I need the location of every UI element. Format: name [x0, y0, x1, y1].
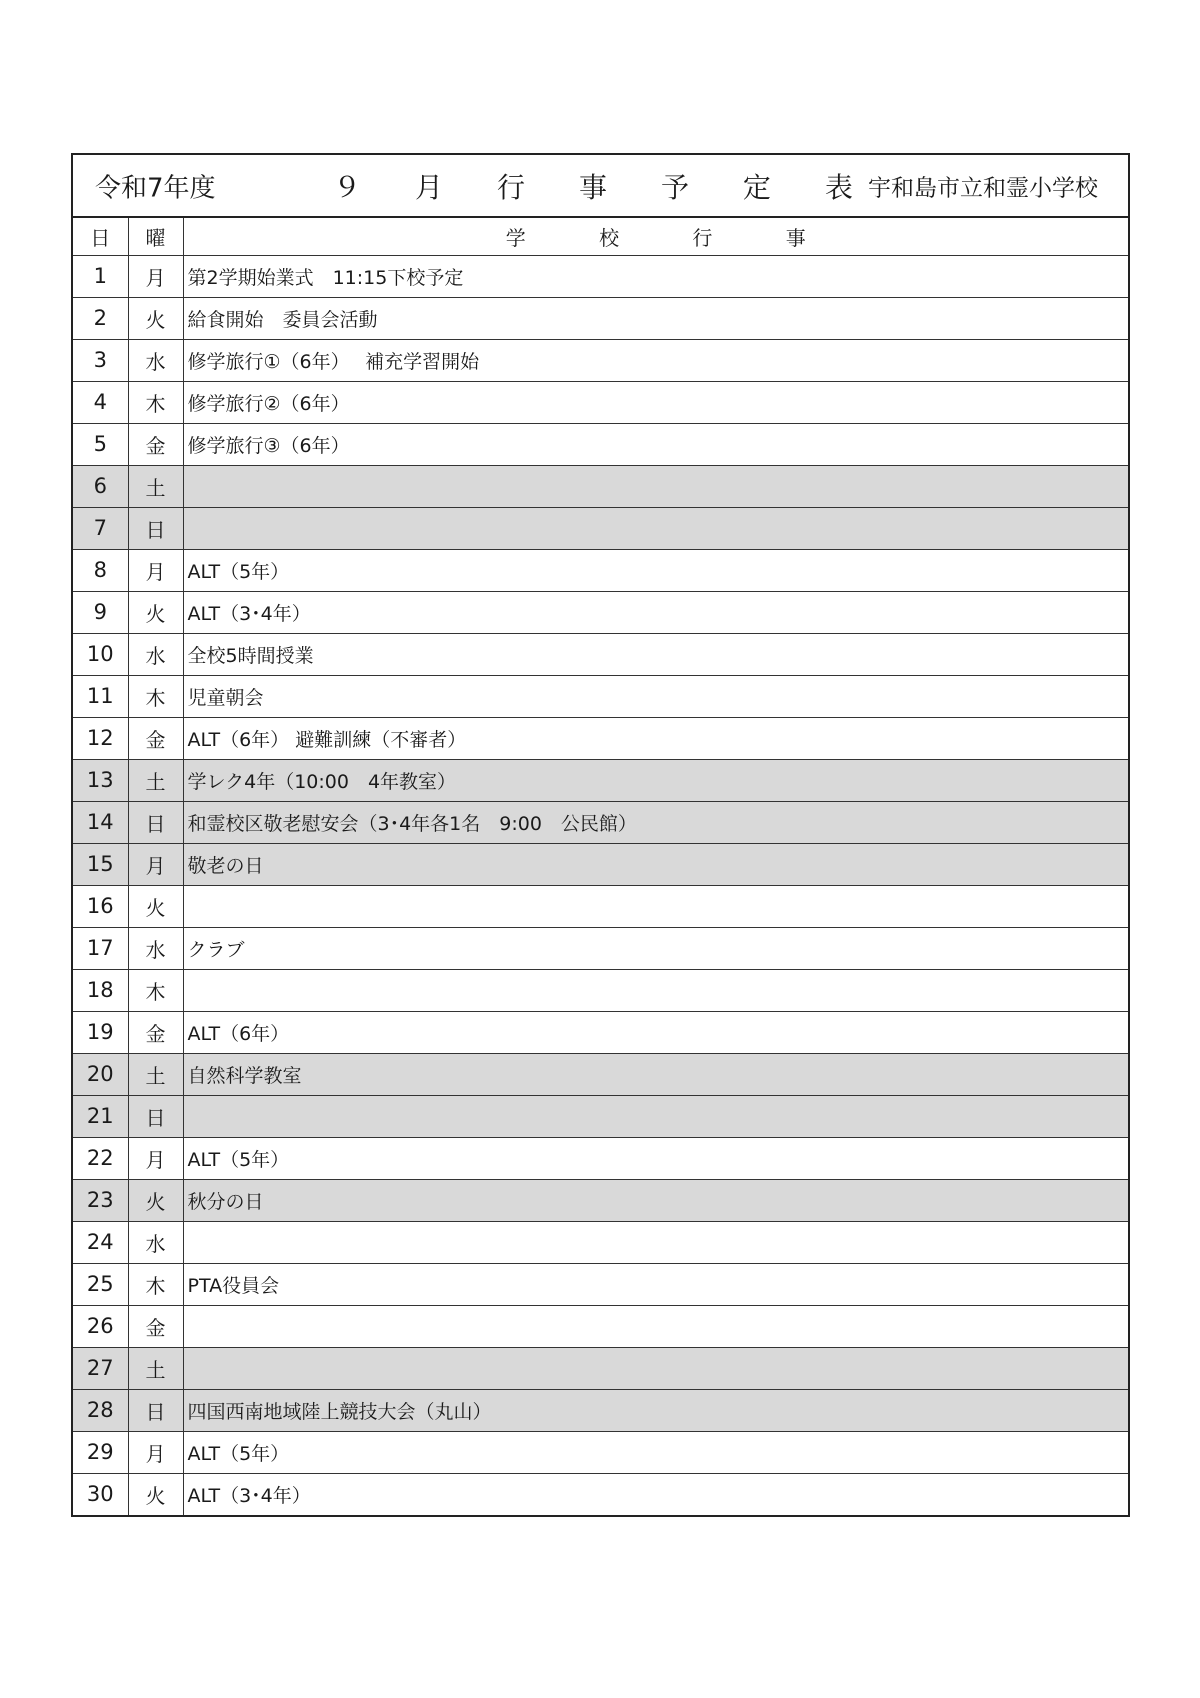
weekday-cell: 金: [128, 1011, 183, 1053]
table-row: [73, 927, 1128, 969]
table-row: [73, 1011, 1128, 1053]
table-row: [73, 423, 1128, 465]
event-cell: ALT（5年）: [183, 1137, 1128, 1179]
day-cell: 6: [73, 465, 128, 507]
weekday-cell: 木: [128, 969, 183, 1011]
table-row: [73, 549, 1128, 591]
table-row: [73, 1347, 1128, 1389]
event-cell: 学レク4年（10:00 4年教室）: [183, 759, 1128, 801]
table-row: [73, 717, 1128, 759]
event-cell: 修学旅行②（6年）: [183, 381, 1128, 423]
event-cell: PTA役員会: [183, 1263, 1128, 1305]
weekday-cell: 火: [128, 1473, 183, 1515]
day-cell: 28: [73, 1389, 128, 1431]
schedule-sheet: [71, 153, 1130, 1517]
table-row: [73, 633, 1128, 675]
event-cell: ALT（5年）: [183, 1431, 1128, 1473]
table-row: [73, 1431, 1128, 1473]
weekday-cell: 月: [128, 843, 183, 885]
school-name: 宇和島市立和霊小学校: [868, 175, 1098, 201]
event-cell: [183, 969, 1128, 1011]
table-row: [73, 1053, 1128, 1095]
table-row: [73, 801, 1128, 843]
title-bar: [73, 155, 1128, 218]
weekday-cell: 日: [128, 507, 183, 549]
weekday-cell: 水: [128, 633, 183, 675]
event-cell: [183, 1347, 1128, 1389]
weekday-cell: 木: [128, 1263, 183, 1305]
event-cell: 修学旅行③（6年）: [183, 423, 1128, 465]
weekday-cell: 火: [128, 591, 183, 633]
event-cell: 第2学期始業式 11:15下校予定: [183, 255, 1128, 297]
event-cell: ALT（6年）: [183, 1011, 1128, 1053]
weekday-cell: 日: [128, 1389, 183, 1431]
column-header-event: [183, 218, 1128, 255]
table-row: [73, 339, 1128, 381]
title-char: 行: [496, 170, 525, 204]
table-row: [73, 1137, 1128, 1179]
event-cell: [183, 1095, 1128, 1137]
day-cell: 4: [73, 381, 128, 423]
event-cell: [183, 1305, 1128, 1347]
day-cell: 12: [73, 717, 128, 759]
weekday-cell: 水: [128, 1221, 183, 1263]
title-char: 予: [660, 170, 689, 204]
day-cell: 18: [73, 969, 128, 1011]
table-row: [73, 465, 1128, 507]
table-row: [73, 969, 1128, 1011]
table-row: [73, 1221, 1128, 1263]
event-header-char: 行: [692, 225, 713, 250]
event-header-char: 校: [599, 225, 620, 250]
column-header-day: 日: [73, 218, 128, 255]
event-cell: クラブ: [183, 927, 1128, 969]
table-row: [73, 1179, 1128, 1221]
event-cell: ALT（6年） 避難訓練（不審者）: [183, 717, 1128, 759]
table-row: [73, 1473, 1128, 1515]
column-header-weekday: 曜: [128, 218, 183, 255]
weekday-cell: 金: [128, 717, 183, 759]
event-cell: [183, 465, 1128, 507]
day-cell: 25: [73, 1263, 128, 1305]
weekday-cell: 木: [128, 675, 183, 717]
day-cell: 14: [73, 801, 128, 843]
day-cell: 29: [73, 1431, 128, 1473]
table-row: [73, 1305, 1128, 1347]
event-cell: [183, 885, 1128, 927]
weekday-cell: 日: [128, 1095, 183, 1137]
day-cell: 24: [73, 1221, 128, 1263]
day-cell: 26: [73, 1305, 128, 1347]
weekday-cell: 水: [128, 927, 183, 969]
fiscal-year-label: 令和7年度: [95, 173, 216, 203]
weekday-cell: 土: [128, 1347, 183, 1389]
event-cell: 修学旅行①（6年） 補充学習開始: [183, 339, 1128, 381]
event-cell: ALT（5年）: [183, 549, 1128, 591]
day-cell: 23: [73, 1179, 128, 1221]
weekday-cell: 金: [128, 423, 183, 465]
event-header-char: 学: [505, 225, 526, 250]
event-cell: ALT（3･4年）: [183, 591, 1128, 633]
weekday-cell: 月: [128, 1431, 183, 1473]
weekday-cell: 火: [128, 1179, 183, 1221]
weekday-cell: 金: [128, 1305, 183, 1347]
weekday-cell: 月: [128, 1137, 183, 1179]
day-cell: 3: [73, 339, 128, 381]
day-cell: 16: [73, 885, 128, 927]
event-cell: 全校5時間授業: [183, 633, 1128, 675]
weekday-cell: 木: [128, 381, 183, 423]
weekday-cell: 月: [128, 255, 183, 297]
title-char: 表: [824, 170, 853, 204]
table-row: [73, 843, 1128, 885]
event-table: [73, 218, 1128, 1515]
title-char: 事: [578, 170, 607, 204]
day-cell: 7: [73, 507, 128, 549]
table-row: [73, 885, 1128, 927]
table-row: [73, 759, 1128, 801]
table-row: [73, 255, 1128, 297]
day-cell: 2: [73, 297, 128, 339]
day-cell: 9: [73, 591, 128, 633]
column-header-row: [73, 218, 1128, 255]
event-cell: 和霊校区敬老慰安会（3･4年各1名 9:00 公民館）: [183, 801, 1128, 843]
weekday-cell: 火: [128, 297, 183, 339]
event-cell: 四国西南地域陸上競技大会（丸山）: [183, 1389, 1128, 1431]
table-row: [73, 1095, 1128, 1137]
day-cell: 10: [73, 633, 128, 675]
day-cell: 17: [73, 927, 128, 969]
event-cell: ALT（3･4年）: [183, 1473, 1128, 1515]
day-cell: 19: [73, 1011, 128, 1053]
schedule-title: [333, 166, 853, 206]
table-row: [73, 591, 1128, 633]
day-cell: 13: [73, 759, 128, 801]
table-row: [73, 675, 1128, 717]
day-cell: 22: [73, 1137, 128, 1179]
event-cell: 秋分の日: [183, 1179, 1128, 1221]
event-cell: 児童朝会: [183, 675, 1128, 717]
day-cell: 21: [73, 1095, 128, 1137]
title-char: 月: [414, 170, 443, 204]
event-cell: [183, 507, 1128, 549]
title-char: 定: [742, 170, 771, 204]
day-cell: 27: [73, 1347, 128, 1389]
weekday-cell: 土: [128, 1053, 183, 1095]
table-row: [73, 297, 1128, 339]
day-cell: 20: [73, 1053, 128, 1095]
day-cell: 15: [73, 843, 128, 885]
weekday-cell: 土: [128, 465, 183, 507]
table-row: [73, 1389, 1128, 1431]
weekday-cell: 火: [128, 885, 183, 927]
title-char: ９: [333, 170, 362, 204]
table-row: [73, 1263, 1128, 1305]
day-cell: 8: [73, 549, 128, 591]
weekday-cell: 日: [128, 801, 183, 843]
event-header-char: 事: [785, 225, 806, 250]
event-cell: 給食開始 委員会活動: [183, 297, 1128, 339]
weekday-cell: 土: [128, 759, 183, 801]
table-row: [73, 381, 1128, 423]
table-row: [73, 507, 1128, 549]
day-cell: 1: [73, 255, 128, 297]
weekday-cell: 月: [128, 549, 183, 591]
day-cell: 11: [73, 675, 128, 717]
weekday-cell: 水: [128, 339, 183, 381]
day-cell: 30: [73, 1473, 128, 1515]
event-cell: 敬老の日: [183, 843, 1128, 885]
event-cell: 自然科学教室: [183, 1053, 1128, 1095]
day-cell: 5: [73, 423, 128, 465]
event-cell: [183, 1221, 1128, 1263]
